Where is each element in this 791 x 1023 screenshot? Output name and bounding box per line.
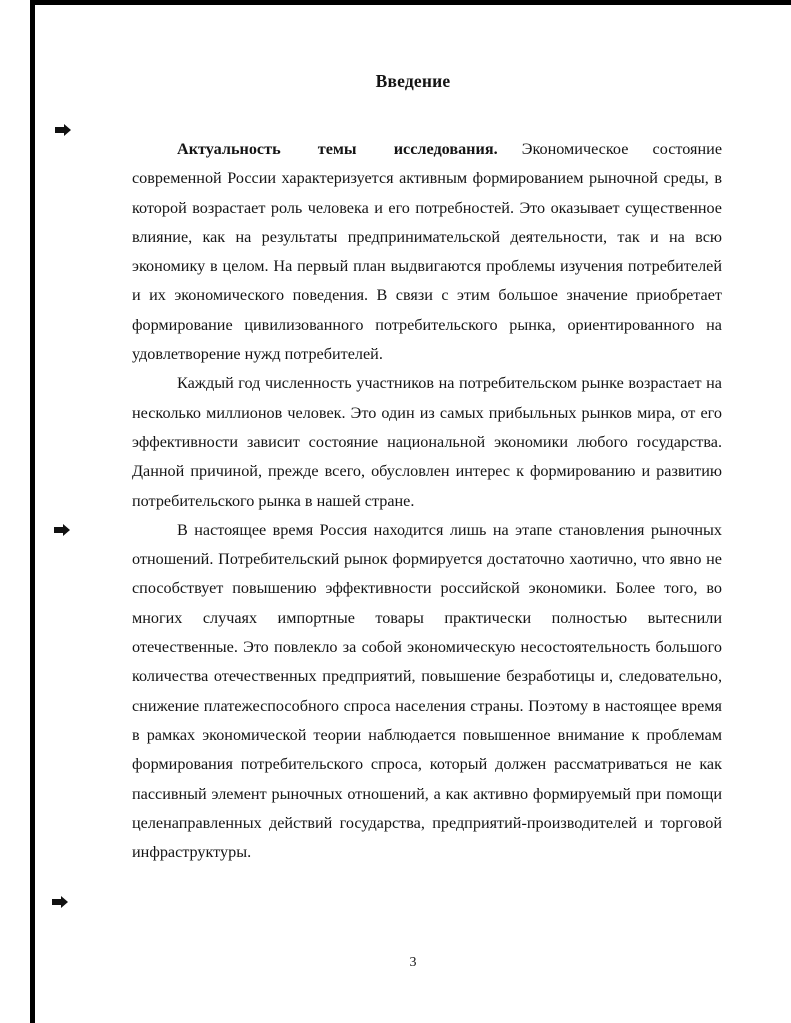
paragraph-1	[132, 135, 722, 369]
paragraph-text: Экономическое состояние современной России характеризуется активным формированием рыночной среды, в которой возрастает роль человека и его потребностей. Это оказывает существенное влияние, как на результаты предпринимательской деятельности, так и на всю экономику в целом. На первый план выдвигаются проблемы изучения потребителей и их экономического поведения. В связи с этим большое значение приобретает формирование цивилизованного потребительского рынка, ориентированного на удовлетворение нужд потребителей.	[132, 140, 722, 364]
bullet-arrow-icon	[52, 896, 68, 908]
page-title: Введение	[375, 71, 451, 91]
paragraph-2: Каждый год численность участников на потребительском рынке возрастает на несколько миллионов человек. Это один из самых прибыльных рынков мира, от его эффективности зависит состояние национальной экономики любого государства. Данной причиной, прежде всего, обусловлен интерес к формированию и развитию потребительского рынка в нашей стране.	[132, 374, 722, 510]
document-page	[35, 5, 791, 1023]
bullet-arrow-icon	[55, 124, 71, 136]
bullet-arrow-icon	[54, 524, 70, 536]
document-body	[132, 135, 722, 867]
page-number: 3	[409, 955, 417, 970]
paragraph-3: В настоящее время Россия находится лишь на этапе становления рыночных отношений. Потребительский рынок формируется достаточно хаотично, что явно не способствует повышению эффективности российской экономики. Более того, во многих случаях импортные товары практически полностью вытеснили отечественные. Это повлекло за собой экономическую несостоятельность большого количества отечественных предприятий, повышение безработицы и, следовательно, снижение платежеспособного спроса населения страны. Поэтому в настоящее время в рамках экономической теории наблюдается повышенное внимание к проблемам формирования потребительского спроса, который должен рассматриваться не как пассивный элемент рыночных отношений, а как активно формируемый при помощи целенаправленных действий государства, предприятий-производителей и торговой инфраструктуры.	[132, 520, 722, 862]
paragraph-lead: Актуальность темы исследования.	[177, 140, 498, 158]
